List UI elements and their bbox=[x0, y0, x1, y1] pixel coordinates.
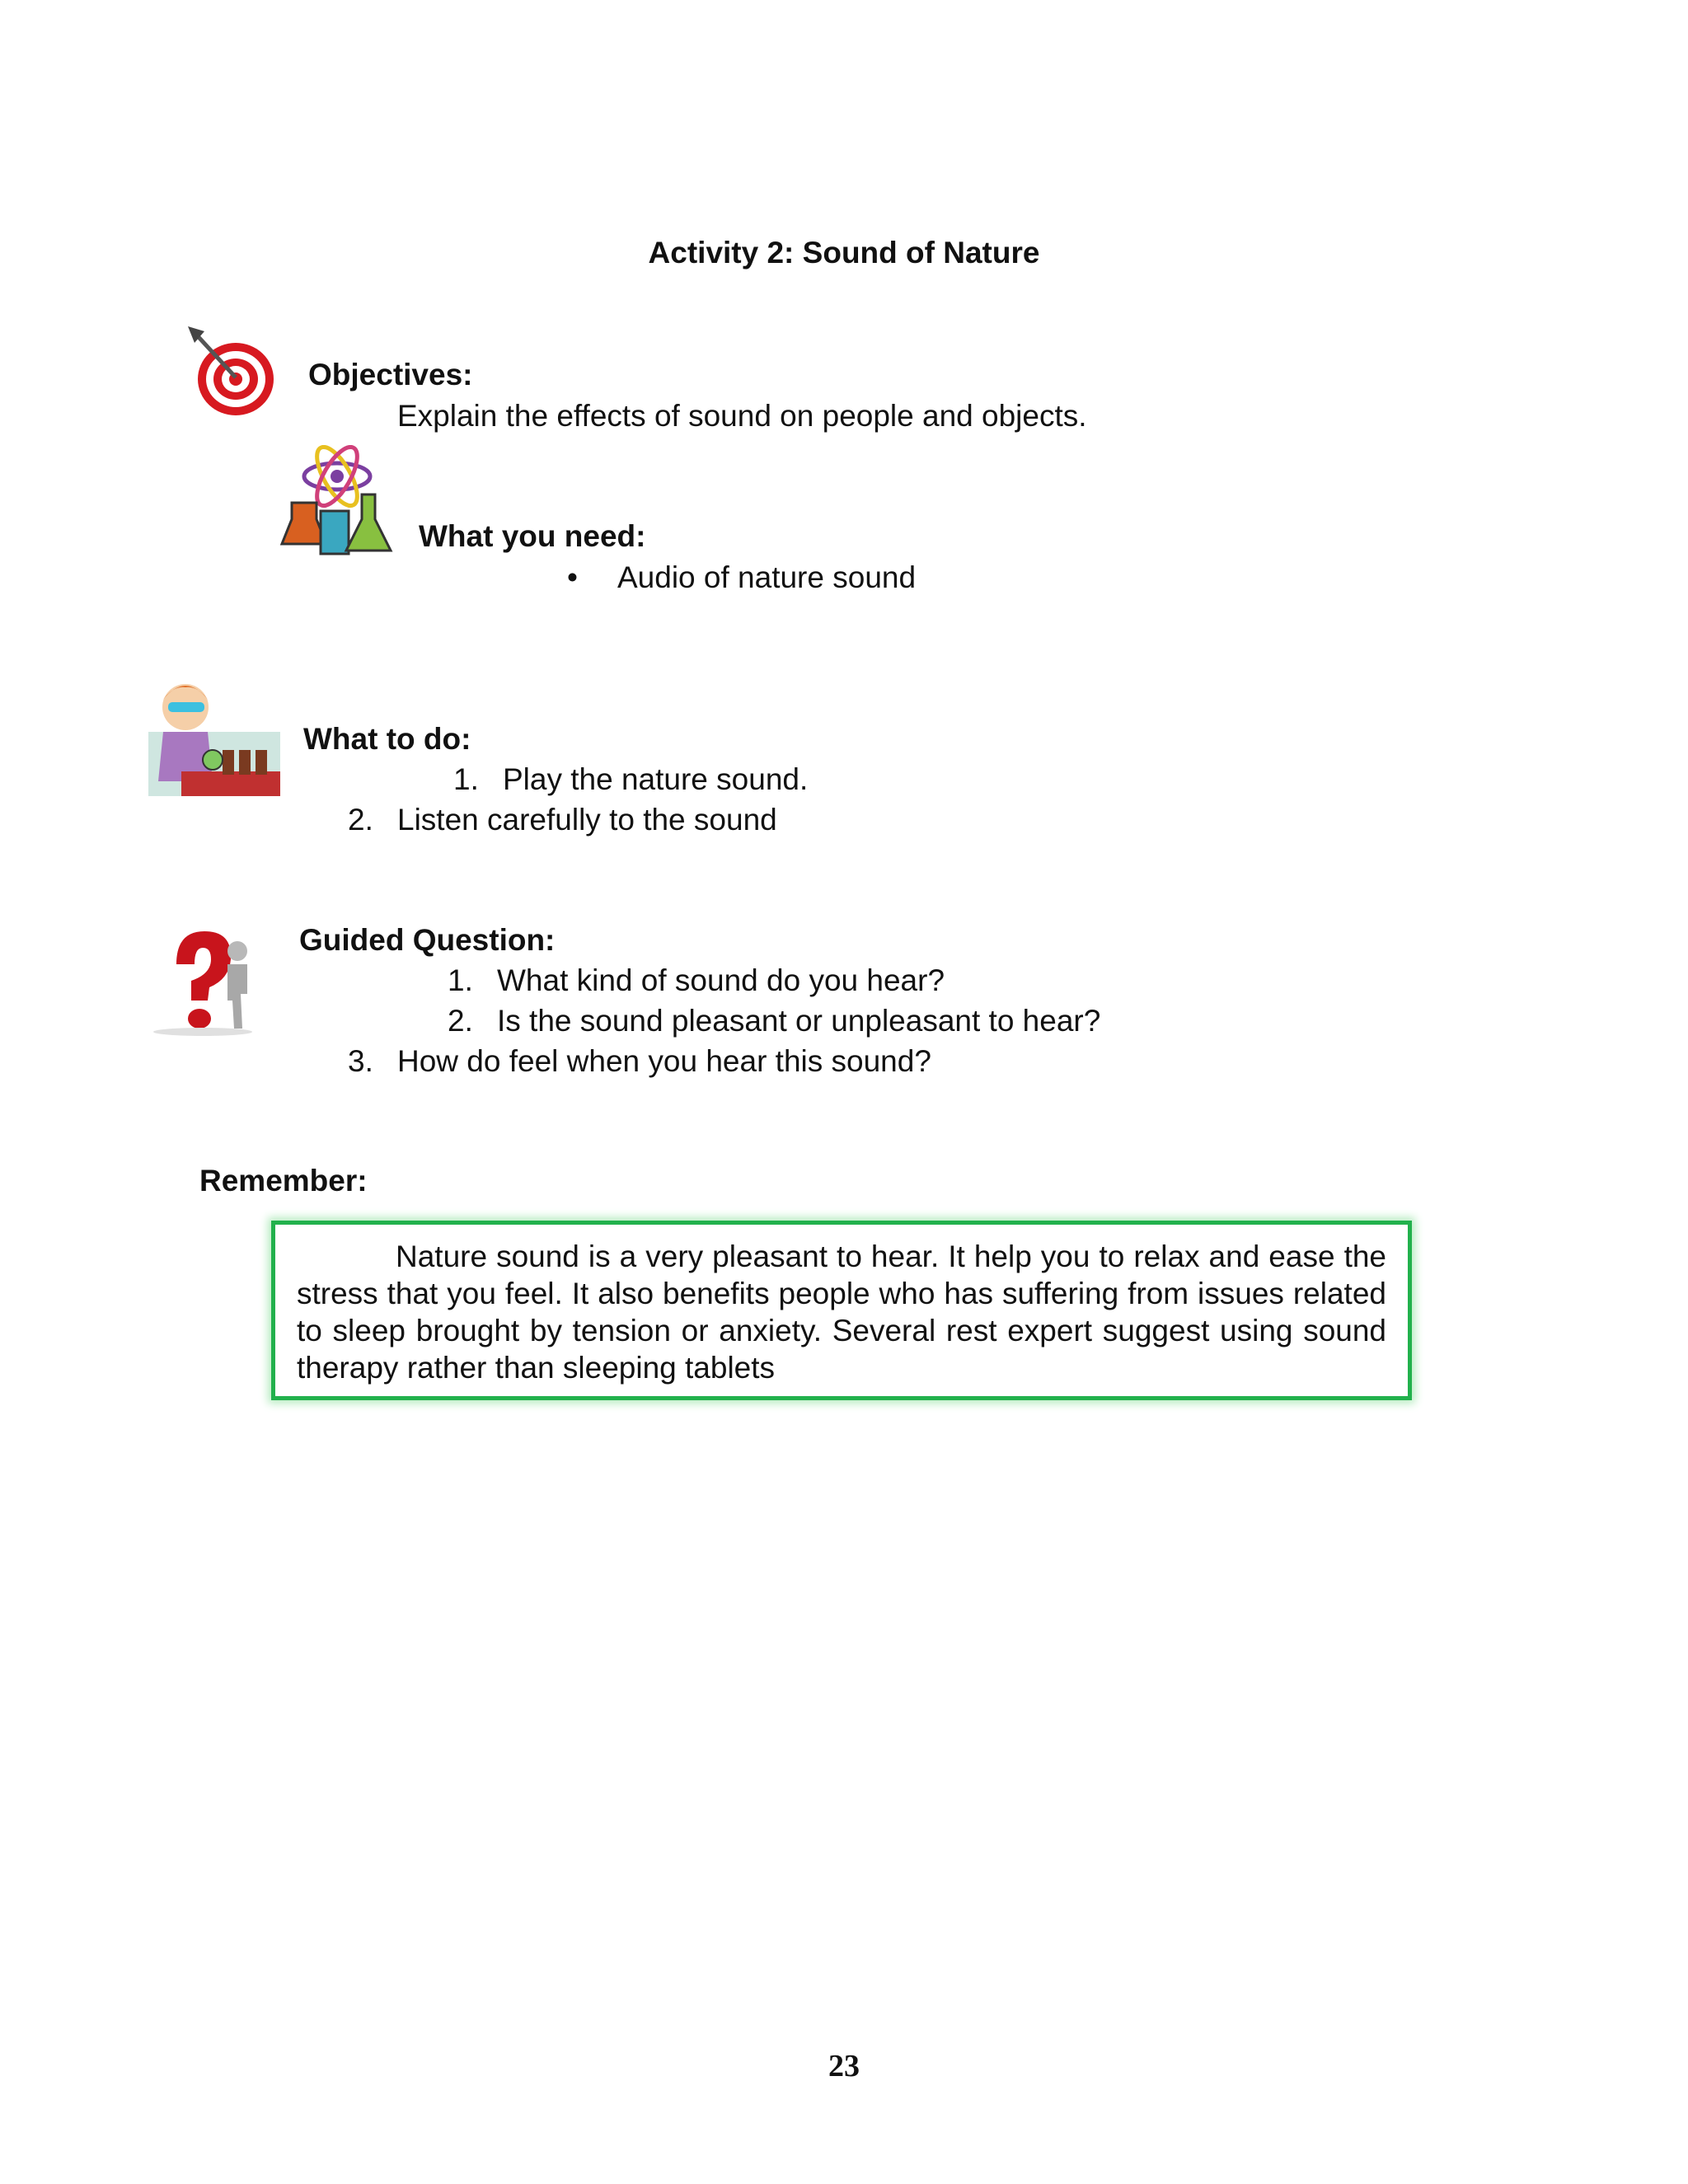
question-number: 1. bbox=[448, 963, 473, 997]
needed-item-text: Audio of nature sound bbox=[617, 560, 917, 594]
page-number: 23 bbox=[828, 2049, 860, 2083]
question-text: Is the sound pleasant or unpleasant to hear? bbox=[497, 1004, 1101, 1038]
objectives-heading: Objectives: bbox=[308, 358, 473, 391]
step-number: 2. bbox=[348, 803, 373, 837]
step-item bbox=[348, 803, 777, 837]
step-number: 1. bbox=[453, 762, 479, 796]
step-text: Play the nature sound. bbox=[503, 762, 809, 796]
remember-box: Nature sound is a very pleasant to hear. It help you to relax and ease the stress that you feel. It also benefits people who has suffering from issues related to sleep brought by tension or anxiety. Several rest expert suggest using sound therapy rather than sleeping tablets bbox=[271, 1221, 1412, 1400]
science-lab-icon bbox=[275, 445, 399, 569]
question-number: 2. bbox=[448, 1004, 473, 1038]
page-title: Activity 2: Sound of Nature bbox=[648, 236, 1040, 269]
objectives-text: Explain the effects of sound on people and objects. bbox=[397, 399, 1087, 433]
what-to-do-heading: What to do: bbox=[303, 722, 471, 756]
guided-question-heading: Guided Question: bbox=[299, 923, 556, 957]
question-item bbox=[448, 963, 945, 998]
what-you-need-heading: What you need: bbox=[419, 519, 646, 553]
question-mark-figure-icon bbox=[145, 921, 260, 1037]
question-item bbox=[348, 1044, 931, 1079]
question-item bbox=[448, 1004, 1100, 1038]
needed-item bbox=[567, 560, 916, 595]
question-number: 3. bbox=[348, 1044, 373, 1078]
target-dart-icon bbox=[180, 320, 279, 419]
step-item bbox=[453, 762, 808, 797]
kid-scientist-icon bbox=[148, 674, 280, 796]
question-text: How do feel when you hear this sound? bbox=[397, 1044, 931, 1078]
step-text: Listen carefully to the sound bbox=[397, 803, 777, 837]
bullet-icon: • bbox=[567, 560, 578, 594]
remember-heading: Remember: bbox=[199, 1164, 368, 1197]
question-text: What kind of sound do you hear? bbox=[497, 963, 945, 997]
